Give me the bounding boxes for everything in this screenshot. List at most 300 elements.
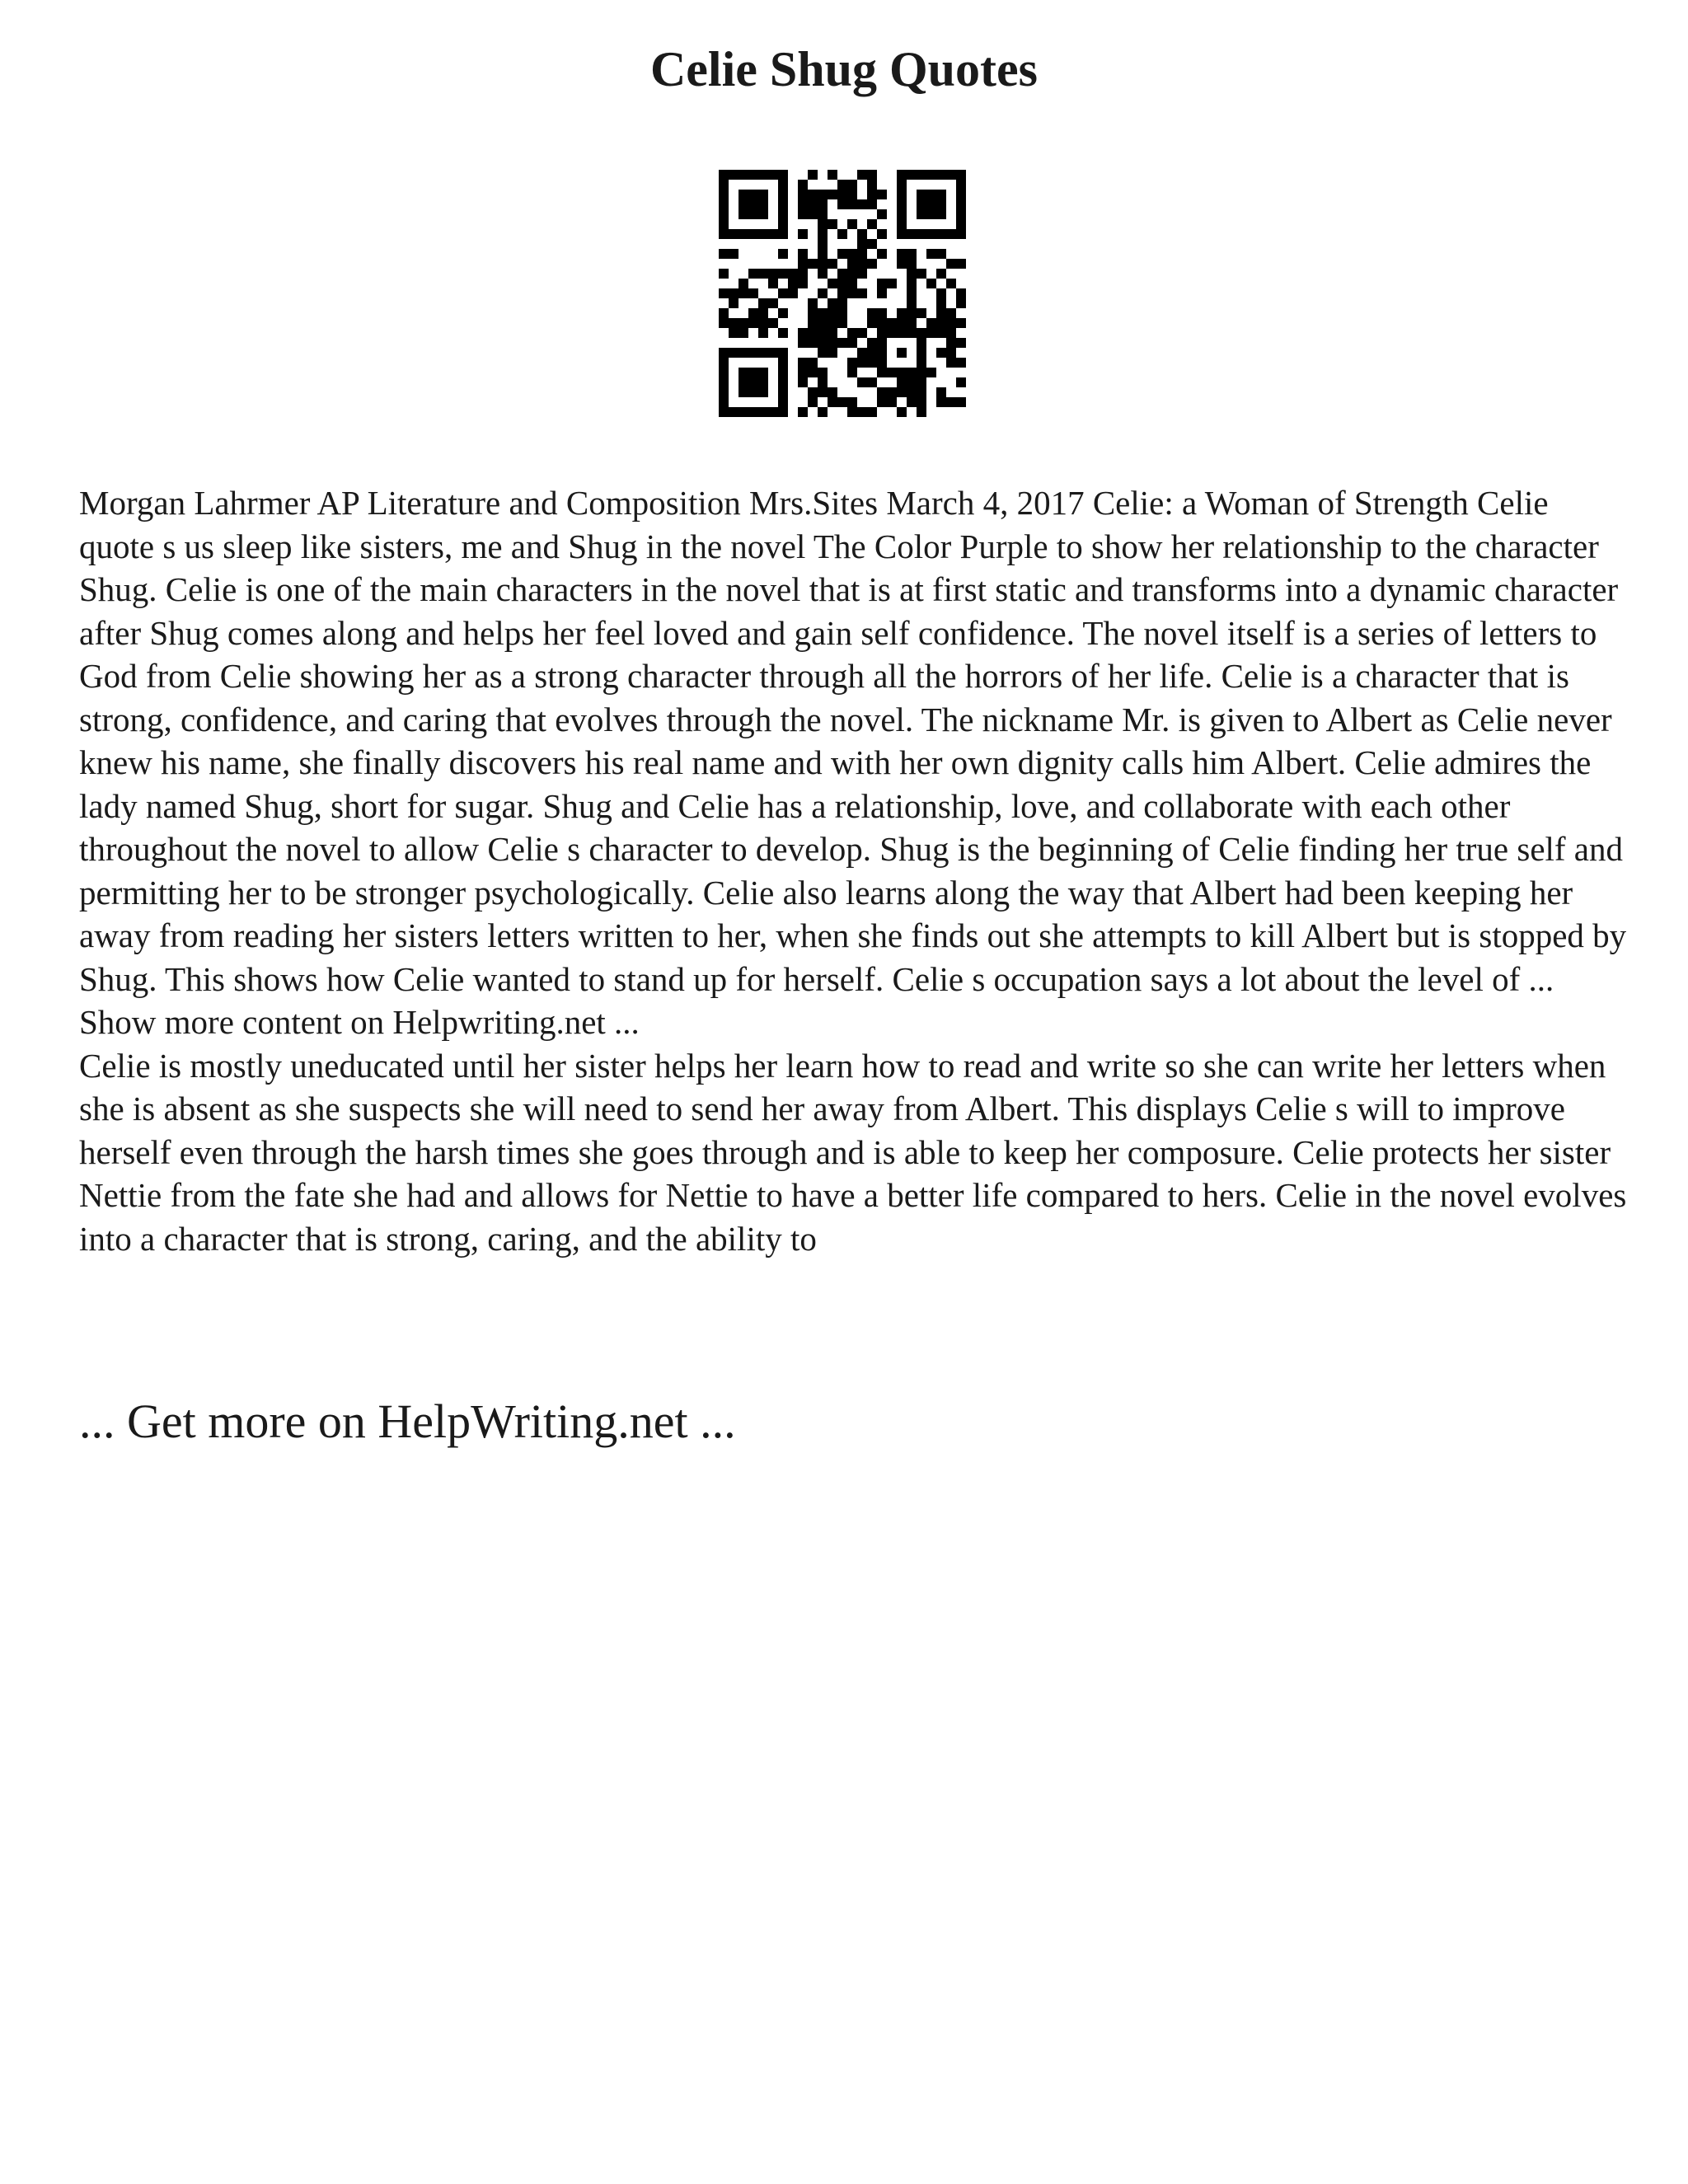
qr-module xyxy=(907,170,917,180)
qr-module xyxy=(778,387,788,397)
qr-module xyxy=(758,199,768,209)
qr-module xyxy=(818,190,828,199)
qr-module xyxy=(798,259,808,269)
qr-module xyxy=(778,219,788,229)
qr-module xyxy=(778,190,788,199)
qr-module xyxy=(798,328,808,338)
qr-module xyxy=(926,279,936,288)
qr-module xyxy=(778,328,788,338)
qr-module xyxy=(867,318,877,328)
qr-module xyxy=(828,397,837,407)
qr-module xyxy=(778,209,788,219)
qr-module xyxy=(798,249,808,259)
qr-module xyxy=(887,368,897,377)
qr-module xyxy=(748,308,758,318)
qr-module xyxy=(788,279,798,288)
qr-module xyxy=(778,348,788,358)
qr-module xyxy=(719,219,729,229)
qr-module xyxy=(917,269,926,279)
qr-module xyxy=(867,377,877,387)
qr-module xyxy=(897,229,907,239)
qr-module xyxy=(907,259,917,269)
qr-module xyxy=(818,199,828,209)
qr-module xyxy=(719,180,729,190)
qr-module xyxy=(877,358,887,368)
qr-module xyxy=(808,259,818,269)
qr-module xyxy=(758,170,768,180)
qr-module xyxy=(729,170,738,180)
qr-module xyxy=(917,209,926,219)
qr-module xyxy=(887,318,897,328)
qr-module xyxy=(887,387,897,397)
qr-module xyxy=(798,180,808,190)
qr-module xyxy=(828,259,837,269)
qr-module xyxy=(907,368,917,377)
qr-module xyxy=(719,209,729,219)
qr-module xyxy=(837,288,847,298)
qr-module xyxy=(936,170,946,180)
qr-module xyxy=(897,199,907,209)
qr-module xyxy=(946,170,956,180)
qr-module xyxy=(778,358,788,368)
qr-module xyxy=(936,269,946,279)
qr-module xyxy=(798,209,808,219)
qr-module xyxy=(867,338,877,348)
qr-module xyxy=(897,180,907,190)
qr-module xyxy=(946,358,956,368)
qr-module xyxy=(847,397,857,407)
qr-module xyxy=(926,170,936,180)
qr-module xyxy=(877,279,887,288)
qr-module xyxy=(847,368,857,377)
qr-module xyxy=(758,318,768,328)
qr-module xyxy=(828,308,837,318)
qr-module xyxy=(936,308,946,318)
qr-module xyxy=(956,397,966,407)
qr-module xyxy=(956,338,966,348)
qr-module xyxy=(818,308,828,318)
qr-module xyxy=(837,229,847,239)
qr-module xyxy=(719,407,729,417)
qr-module xyxy=(719,288,729,298)
qr-module xyxy=(897,249,907,259)
qr-module xyxy=(748,368,758,377)
qr-module xyxy=(738,229,748,239)
qr-module xyxy=(877,348,887,358)
qr-module xyxy=(837,298,847,308)
qr-module xyxy=(778,180,788,190)
qr-module xyxy=(917,338,926,348)
qr-module xyxy=(926,368,936,377)
qr-module xyxy=(946,259,956,269)
qr-module xyxy=(877,308,887,318)
qr-module xyxy=(748,209,758,219)
qr-module xyxy=(818,318,828,328)
qr-module xyxy=(946,229,956,239)
qr-module xyxy=(926,328,936,338)
qr-module xyxy=(808,338,818,348)
qr-module xyxy=(798,407,808,417)
qr-module xyxy=(808,358,818,368)
qr-module xyxy=(946,348,956,358)
qr-module xyxy=(818,288,828,298)
qr-module xyxy=(808,170,818,180)
qr-module xyxy=(907,249,917,259)
qr-module xyxy=(857,288,867,298)
qr-module xyxy=(847,219,857,229)
qr-module xyxy=(917,199,926,209)
qr-module xyxy=(946,328,956,338)
qr-module xyxy=(729,348,738,358)
qr-module xyxy=(877,190,887,199)
qr-module xyxy=(837,190,847,199)
qr-module xyxy=(897,348,907,358)
qr-module xyxy=(936,397,946,407)
qr-module xyxy=(837,249,847,259)
qr-module xyxy=(956,219,966,229)
qr-module xyxy=(956,209,966,219)
qr-module xyxy=(917,387,926,397)
qr-module xyxy=(758,269,768,279)
qr-module xyxy=(887,397,897,407)
qr-module xyxy=(748,377,758,387)
qr-module xyxy=(907,288,917,298)
qr-module xyxy=(729,229,738,239)
qr-module xyxy=(828,190,837,199)
qr-module xyxy=(778,269,788,279)
qr-module xyxy=(926,249,936,259)
qr-module xyxy=(729,288,738,298)
qr-module xyxy=(877,229,887,239)
qr-module xyxy=(748,199,758,209)
qr-module xyxy=(837,397,847,407)
qr-module xyxy=(946,397,956,407)
qr-module xyxy=(748,407,758,417)
qr-module xyxy=(857,229,867,239)
qr-module xyxy=(897,318,907,328)
qr-module xyxy=(847,249,857,259)
qr-module xyxy=(897,190,907,199)
qr-module xyxy=(808,199,818,209)
qr-module xyxy=(926,199,936,209)
qr-module xyxy=(847,338,857,348)
qr-module xyxy=(907,397,917,407)
qr-module xyxy=(946,308,956,318)
qr-module xyxy=(936,229,946,239)
qr-module xyxy=(956,199,966,209)
qr-module xyxy=(877,387,887,397)
qr-module xyxy=(798,199,808,209)
qr-module xyxy=(857,358,867,368)
qr-module xyxy=(778,199,788,209)
qr-module xyxy=(837,338,847,348)
qr-module xyxy=(778,229,788,239)
qr-module xyxy=(926,318,936,328)
qr-module xyxy=(828,279,837,288)
qr-module xyxy=(798,358,808,368)
qr-module xyxy=(828,328,837,338)
qr-module xyxy=(778,288,788,298)
qr-module xyxy=(946,318,956,328)
qr-module xyxy=(887,328,897,338)
qr-module xyxy=(808,318,818,328)
qr-module xyxy=(857,170,867,180)
qr-module xyxy=(719,269,729,279)
qr-module xyxy=(867,308,877,318)
qr-module xyxy=(936,288,946,298)
qr-module xyxy=(956,170,966,180)
qr-module xyxy=(818,387,828,397)
qr-module xyxy=(907,229,917,239)
qr-module xyxy=(956,298,966,308)
qr-module xyxy=(808,298,818,308)
qr-module xyxy=(917,397,926,407)
qr-module xyxy=(926,209,936,219)
qr-module xyxy=(729,298,738,308)
qr-module xyxy=(768,318,778,328)
qr-module xyxy=(758,407,768,417)
qr-module xyxy=(877,318,887,328)
qr-module xyxy=(956,358,966,368)
qr-module xyxy=(897,259,907,269)
qr-module xyxy=(897,407,907,417)
qr-module xyxy=(828,387,837,397)
qr-module xyxy=(936,298,946,308)
qr-module xyxy=(748,348,758,358)
paragraph: Morgan Lahrmer AP Literature and Composition Mrs.Sites March 4, 2017 Celie: a Woman of Strength Celie quote s us sleep like sisters, me and Shug in the novel The Color Purple to show her relationship to the character Shug. Celie is one of the main characters in the novel that is at first static and transforms into a dynamic character after Shug comes along and helps her feel loved and gain self confidence. The novel itself is a series of letters to God from Celie showing her as a strong character through all the horrors of her life. Celie is a character that is strong, confidence, and caring that evolves through the novel. The nickname Mr. is given to Albert as Celie never knew his name, she finally discovers his real name and with her own dignity calls him Albert. Celie admires the lady named Shug, short for sugar. Shug and Celie has a relationship, love, and collaborate with each other throughout the novel to allow Celie s character to develop. Shug is the beginning of Celie finding her true self and permitting her to be stronger psychologically. Celie also learns along the way that Albert had been keeping her away from reading her sisters letters written to her, when she finds out she attempts to kill Albert but is stopped by Shug. This shows how Celie wanted to stand up for herself. Celie s occupation says a lot about the level of ... Show more content on Helpwriting.net ... xyxy=(79,484,1627,1041)
qr-module xyxy=(758,387,768,397)
qr-module xyxy=(877,328,887,338)
qr-module xyxy=(808,387,818,397)
qr-module xyxy=(857,259,867,269)
qr-module xyxy=(956,318,966,328)
qr-module xyxy=(936,318,946,328)
qr-module xyxy=(837,308,847,318)
qr-module xyxy=(738,377,748,387)
qr-module xyxy=(808,209,818,219)
qr-module xyxy=(719,368,729,377)
qr-module xyxy=(748,229,758,239)
qr-module xyxy=(828,219,837,229)
qr-module xyxy=(847,180,857,190)
qr-module xyxy=(738,368,748,377)
qr-module xyxy=(917,348,926,358)
qr-module xyxy=(768,279,778,288)
qr-module xyxy=(748,269,758,279)
qr-module xyxy=(837,269,847,279)
qr-module xyxy=(828,348,837,358)
qr-module xyxy=(818,377,828,387)
qr-module xyxy=(956,259,966,269)
qr-module xyxy=(748,170,758,180)
qr-module xyxy=(946,279,956,288)
qr-module xyxy=(768,170,778,180)
qr-module xyxy=(729,249,738,259)
qr-module xyxy=(897,209,907,219)
qr-module xyxy=(857,269,867,279)
qr-module xyxy=(758,308,768,318)
qr-module xyxy=(867,199,877,209)
qr-module xyxy=(867,348,877,358)
qr-module xyxy=(798,269,808,279)
qr-module xyxy=(907,377,917,387)
qr-module xyxy=(837,180,847,190)
qr-module xyxy=(719,308,729,318)
qr-module xyxy=(818,368,828,377)
qr-module xyxy=(828,318,837,328)
qr-module xyxy=(748,288,758,298)
qr-module xyxy=(719,170,729,180)
qr-module xyxy=(798,368,808,377)
qr-module xyxy=(818,338,828,348)
qr-module xyxy=(917,358,926,368)
qr-module xyxy=(798,377,808,387)
qr-module xyxy=(818,239,828,249)
qr-module xyxy=(936,387,946,397)
qr-module xyxy=(818,209,828,219)
qr-module xyxy=(917,170,926,180)
qr-module xyxy=(798,279,808,288)
qr-module xyxy=(758,298,768,308)
qr-module xyxy=(719,199,729,209)
qr-module xyxy=(867,239,877,249)
qr-module xyxy=(738,318,748,328)
qr-module xyxy=(719,387,729,397)
qr-module xyxy=(897,368,907,377)
qr-code-icon xyxy=(719,170,966,417)
qr-module xyxy=(738,199,748,209)
qr-module xyxy=(897,170,907,180)
qr-module xyxy=(857,407,867,417)
qr-module xyxy=(758,368,768,377)
qr-module xyxy=(818,348,828,358)
qr-module xyxy=(818,407,828,417)
qr-module xyxy=(778,170,788,180)
qr-module xyxy=(719,348,729,358)
qr-module xyxy=(828,298,837,308)
qr-module xyxy=(877,288,887,298)
qr-module xyxy=(867,219,877,229)
qr-module xyxy=(877,338,887,348)
qr-module xyxy=(907,328,917,338)
qr-module xyxy=(847,288,857,298)
qr-module xyxy=(837,318,847,328)
qr-module xyxy=(818,229,828,239)
qr-module xyxy=(956,229,966,239)
qr-module xyxy=(917,328,926,338)
qr-module xyxy=(758,377,768,387)
qr-module xyxy=(778,407,788,417)
qr-module xyxy=(847,407,857,417)
qr-module xyxy=(798,229,808,239)
qr-module xyxy=(847,199,857,209)
page-title: Celie Shug Quotes xyxy=(649,42,1039,96)
qr-module xyxy=(917,377,926,387)
qr-module xyxy=(897,308,907,318)
qr-module xyxy=(729,318,738,328)
qr-module xyxy=(837,199,847,209)
qr-module xyxy=(936,209,946,219)
qr-module xyxy=(808,308,818,318)
qr-module xyxy=(758,190,768,199)
qr-module xyxy=(768,298,778,308)
qr-module xyxy=(738,190,748,199)
qr-module xyxy=(768,229,778,239)
qr-module xyxy=(847,279,857,288)
document-body xyxy=(79,481,1629,1260)
qr-module xyxy=(907,308,917,318)
qr-module xyxy=(956,180,966,190)
qr-module xyxy=(758,229,768,239)
qr-module xyxy=(719,190,729,199)
qr-module xyxy=(758,209,768,219)
qr-module xyxy=(738,279,748,288)
qr-module xyxy=(719,397,729,407)
qr-module xyxy=(926,229,936,239)
qr-module xyxy=(956,288,966,298)
qr-module xyxy=(758,348,768,358)
qr-module xyxy=(738,348,748,358)
qr-module xyxy=(867,259,877,269)
qr-module xyxy=(798,190,808,199)
qr-module xyxy=(818,328,828,338)
paragraph: Celie is mostly uneducated until her sister helps her learn how to read and write so she can write her letters when she is absent as she suspects she will need to send her away from Albert. This displays Celie s will to improve herself even through the harsh times she goes through and is able to keep her composure. Celie protects her sister Nettie from the fate she had and allows for Nettie to have a better life compared to hers. Celie in the novel evolves into a character that is strong, caring, and the ability to xyxy=(79,1046,1627,1258)
qr-module xyxy=(917,308,926,318)
qr-module xyxy=(738,328,748,338)
get-more-link[interactable]: ... Get more on HelpWriting.net ... xyxy=(79,1394,736,1448)
qr-module xyxy=(808,328,818,338)
qr-module xyxy=(907,269,917,279)
qr-module xyxy=(778,249,788,259)
qr-module xyxy=(956,377,966,387)
qr-module xyxy=(907,387,917,397)
qr-module xyxy=(719,358,729,368)
qr-module xyxy=(778,308,788,318)
qr-module xyxy=(719,318,729,328)
qr-module xyxy=(738,170,748,180)
qr-module xyxy=(768,269,778,279)
qr-module xyxy=(719,229,729,239)
qr-module xyxy=(867,358,877,368)
qr-module xyxy=(936,190,946,199)
qr-module xyxy=(828,170,837,180)
qr-module xyxy=(847,259,857,269)
qr-module xyxy=(758,328,768,338)
qr-module xyxy=(917,229,926,239)
qr-module xyxy=(847,190,857,199)
qr-module xyxy=(877,397,887,407)
qr-module xyxy=(897,387,907,397)
qr-module xyxy=(847,269,857,279)
qr-module xyxy=(847,328,857,338)
qr-module xyxy=(857,348,867,358)
qr-module xyxy=(788,269,798,279)
qr-module xyxy=(897,328,907,338)
qr-module xyxy=(936,249,946,259)
qr-module xyxy=(808,190,818,199)
qr-module xyxy=(936,348,946,358)
qr-module xyxy=(719,377,729,387)
qr-module xyxy=(867,190,877,199)
qr-module xyxy=(867,180,877,190)
qr-module xyxy=(738,209,748,219)
qr-module xyxy=(828,338,837,348)
qr-module xyxy=(857,239,867,249)
qr-module xyxy=(788,288,798,298)
qr-module xyxy=(897,219,907,229)
qr-module xyxy=(738,407,748,417)
qr-module xyxy=(768,407,778,417)
